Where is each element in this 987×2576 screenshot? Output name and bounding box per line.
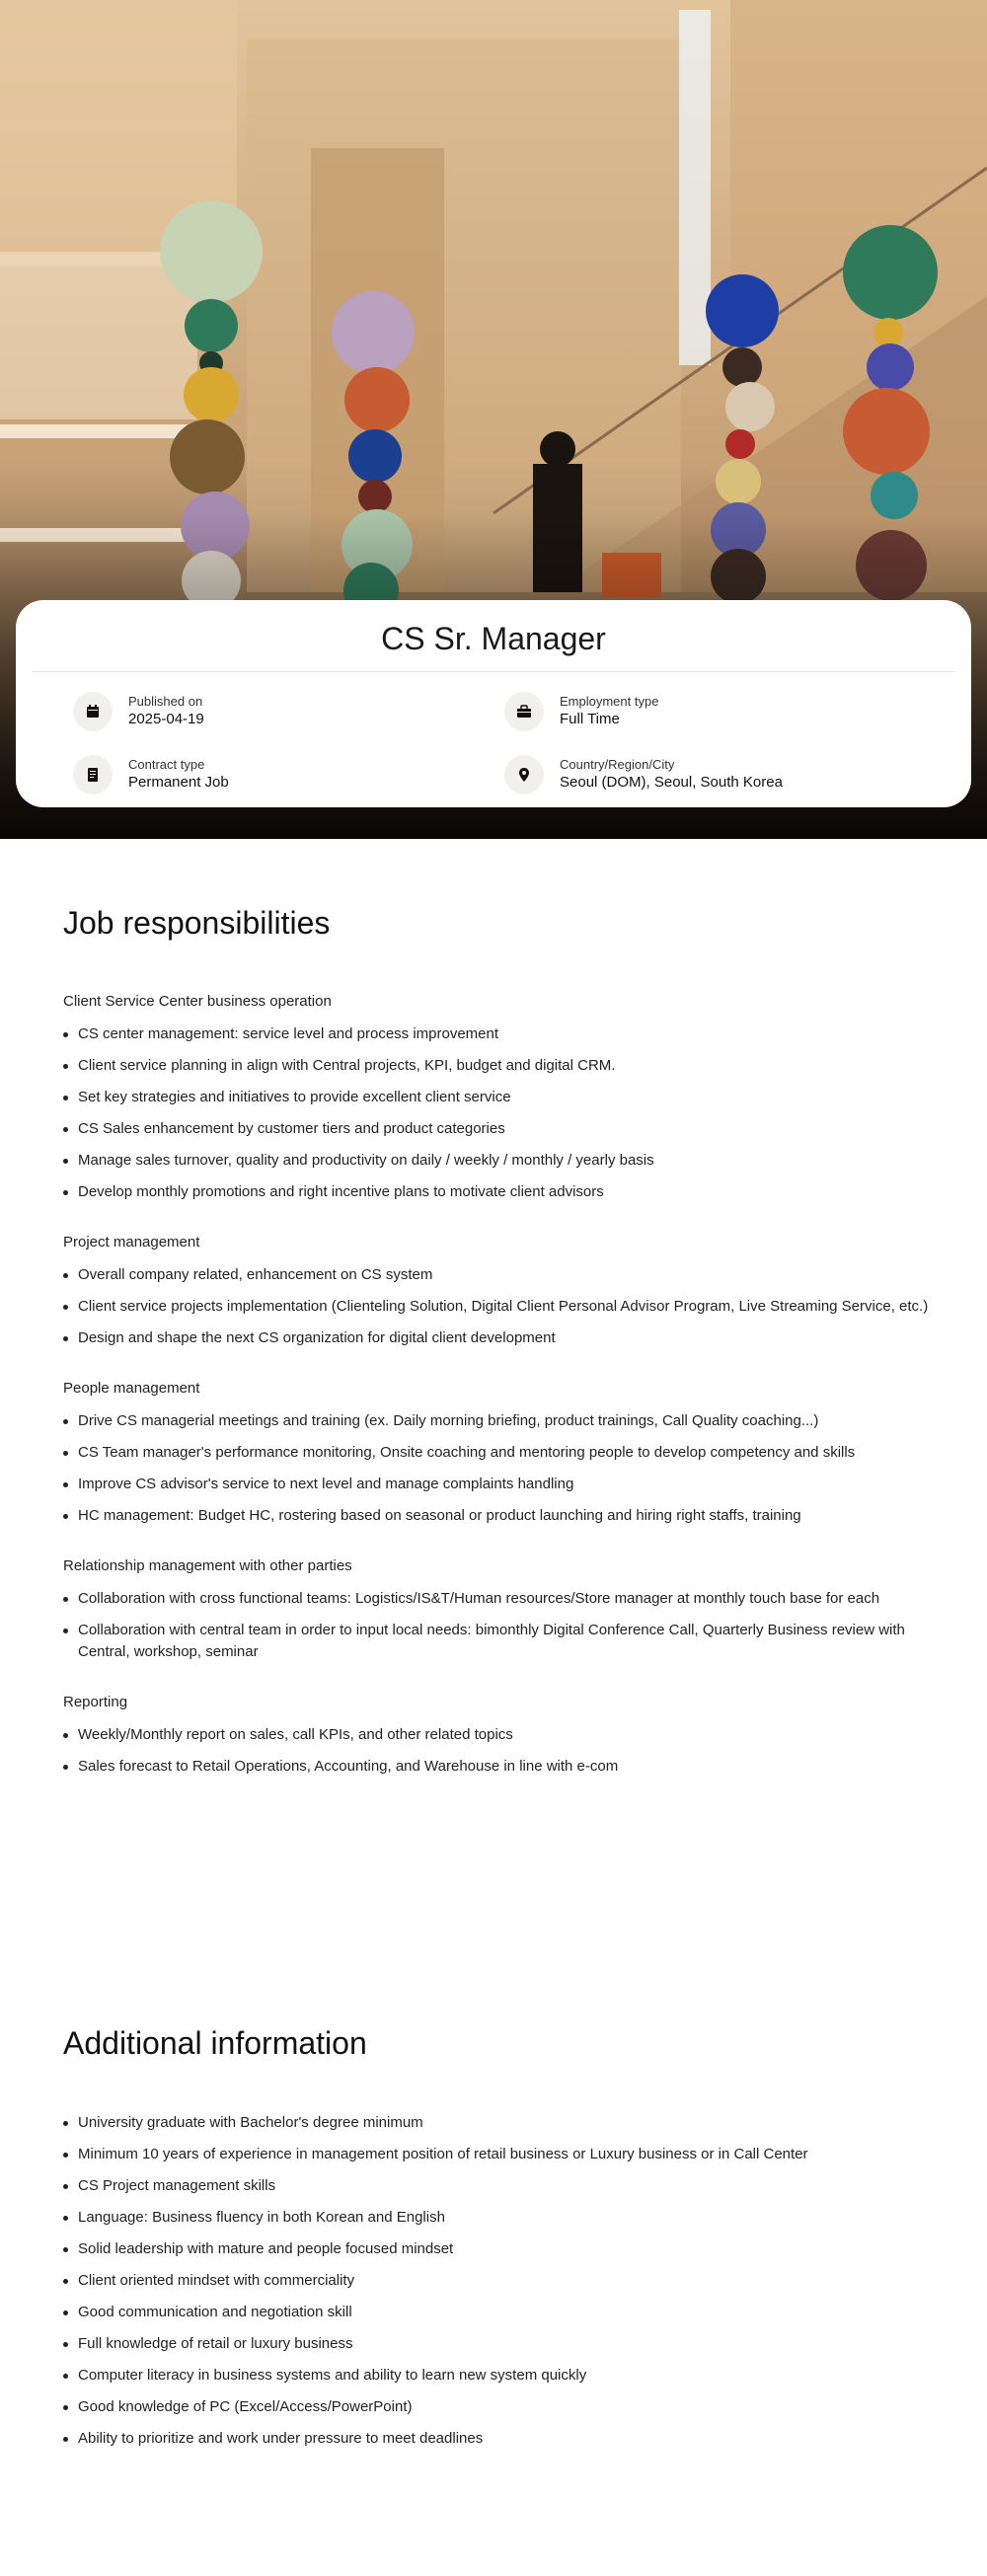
list-item: Set key strategies and initiatives to provide excellent client service [63,1087,932,1108]
additional-information-section [63,2023,932,2460]
list-item: Client service planning in align with Central projects, KPI, budget and digital CRM. [63,1055,932,1077]
hero-banner [0,0,987,839]
list-item: Drive CS managerial meetings and training (ex. Daily morning briefing, product trainings, Call Quality coaching...) [63,1410,932,1432]
contract-type-meta [73,755,229,795]
list-item: Computer literacy in business systems and ability to learn new system quickly [63,2365,932,2387]
list-item: Ability to prioritize and work under pressure to meet deadlines [63,2428,932,2450]
meta-label: Country/Region/City [560,757,675,772]
meta-label: Published on [128,694,203,709]
document-icon [73,755,113,795]
list-item: Improve CS advisor's service to next level and manage complaints handling [63,1474,932,1495]
list-item: Good communication and negotiation skill [63,2302,932,2323]
block-heading: Reporting [63,1694,128,1710]
list-item: HC management: Budget HC, rostering based on seasonal or product launching and hiring right staffs, training [63,1505,932,1527]
section-title: Additional information [63,2025,367,2061]
block-heading: Relationship management with other parties [63,1557,352,1574]
job-meta-grid [16,672,971,800]
briefcase-icon [504,692,544,731]
list-item: Client service projects implementation (Clienteling Solution, Digital Client Personal Advisor Program, Live Streaming Service, etc.) [63,1296,932,1318]
meta-label: Contract type [128,757,205,772]
published-on-meta [73,692,204,731]
list-item: Sales forecast to Retail Operations, Accounting, and Warehouse in line with e-com [63,1756,932,1778]
list-item: Minimum 10 years of experience in management position of retail business or Luxury business or in Call Center [63,2144,932,2165]
meta-value: Permanent Job [128,774,229,791]
block-heading: Project management [63,1234,200,1250]
responsibility-block [63,1379,932,1527]
list-item: University graduate with Bachelor's degree minimum [63,2112,932,2134]
section-title: Job responsibilities [63,905,331,941]
employment-type-meta [504,692,658,731]
responsibility-block [63,992,932,1203]
responsibility-block [63,1556,932,1663]
list-item: Full knowledge of retail or luxury business [63,2333,932,2355]
job-title: CS Sr. Manager [32,600,955,672]
meta-value: Full Time [560,711,620,727]
list-item: CS center management: service level and process improvement [63,1023,932,1045]
list-item: Collaboration with central team in order to input local needs: bimonthly Digital Conference Call, Quarterly Business review with Central, workshop, seminar [63,1620,932,1663]
meta-value: Seoul (DOM), Seoul, South Korea [560,774,783,791]
list-item: CS Sales enhancement by customer tiers and product categories [63,1118,932,1140]
list-item: Collaboration with cross functional teams: Logistics/IS&T/Human resources/Store manager at monthly touch base for each [63,1588,932,1610]
responsibility-block [63,1233,932,1349]
job-summary-card [16,600,971,807]
block-heading: People management [63,1380,200,1397]
job-responsibilities-section [63,903,932,1807]
list-item: Overall company related, enhancement on CS system [63,1264,932,1286]
meta-label: Employment type [560,694,659,709]
meta-value: 2025-04-19 [128,711,204,727]
list-item: Good knowledge of PC (Excel/Access/PowerPoint) [63,2396,932,2418]
list-item: CS Team manager's performance monitoring, Onsite coaching and mentoring people to develop competency and skills [63,1442,932,1464]
location-meta [504,755,783,795]
responsibility-block [63,1693,932,1778]
list-item: Client oriented mindset with commerciality [63,2270,932,2292]
list-item: Manage sales turnover, quality and productivity on daily / weekly / monthly / yearly basis [63,1150,932,1172]
location-pin-icon [504,755,544,795]
list-item: CS Project management skills [63,2175,932,2197]
list-item: Solid leadership with mature and people focused mindset [63,2238,932,2260]
list-item: Develop monthly promotions and right incentive plans to motivate client advisors [63,1181,932,1203]
calendar-icon [73,692,113,731]
block-heading: Client Service Center business operation [63,993,332,1010]
list-item: Weekly/Monthly report on sales, call KPIs, and other related topics [63,1724,932,1746]
list-item: Language: Business fluency in both Korean and English [63,2207,932,2229]
list-item: Design and shape the next CS organization for digital client development [63,1327,932,1349]
